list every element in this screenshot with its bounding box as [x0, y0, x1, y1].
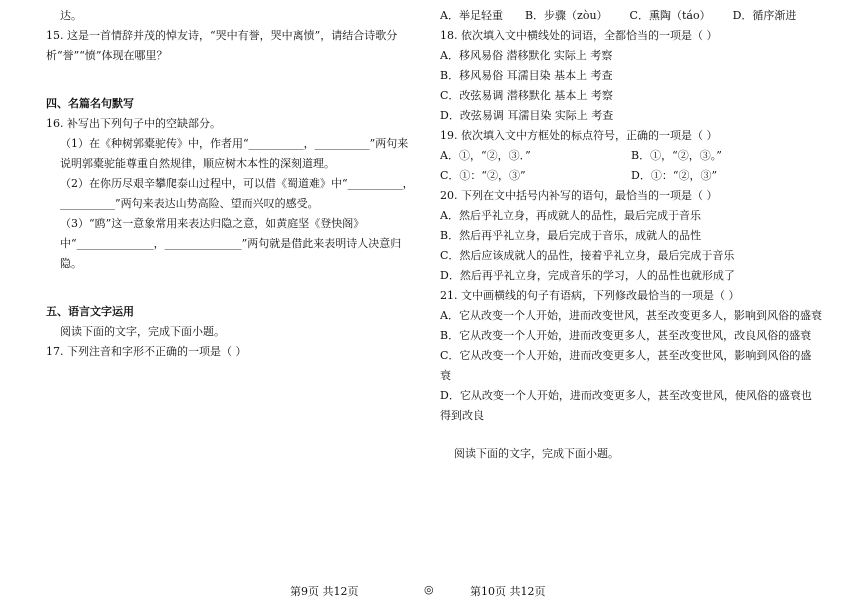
question-20: 20. 下列在文中括号内补写的语句，最恰当的一项是（ ） — [440, 189, 718, 202]
option: B．移风易俗 耳濡目染 基本上 考查 — [440, 69, 613, 82]
left-page — [46, 6, 418, 362]
option: B．然后再乎礼立身，最后完成于音乐，成就人的品性 — [440, 229, 702, 242]
option: A．举足轻重 — [440, 9, 503, 22]
question-16-item-2: （2）在你历尽艰辛攀爬泰山过程中，可以借《蜀道难》中“__________，__________”两句来表达山势高险、望而兴叹的感受。 — [60, 177, 414, 210]
question-19-options — [440, 146, 822, 186]
section-4-title: 四、名篇名句默写 — [46, 97, 134, 110]
option: D．它从改变一个人开始，进而改变更多人，甚至改变世风，使风俗的盛衰也得到改良 — [440, 389, 812, 422]
question-16-item-3: （3）“鸥”这一意象常用来表达归隐之意，如黄庭坚《登快阁》中“______________，______________”两句就是借此来表明诗人决意归隐。 — [60, 217, 402, 270]
question-18: 18. 依次填入文中横线处的词语，全都恰当的一项是（ ） — [440, 29, 718, 42]
option: C．然后应该成就人的品性，接着乎礼立身，最后完成于音乐 — [440, 249, 735, 262]
option: D．然后再乎礼立身，完成音乐的学习，人的品性也就形成了 — [440, 269, 735, 282]
option: D．①：“②，③” — [631, 169, 718, 182]
option: A．移风易俗 潜移默化 实际上 考察 — [440, 49, 613, 62]
option: A．①，“②，③．” — [440, 149, 531, 162]
question-21: 21. 文中画横线的句子有语病，下列修改最恰当的一项是（ ） — [440, 289, 740, 302]
question-15: 15. 这是一首情辞并茂的悼友诗，“哭中有誉，哭中离愤”，请结合诗歌分析“誉”“愤”体现在哪里？ — [46, 29, 398, 62]
option: C．①：“②，③” — [440, 169, 526, 182]
option: C．它从改变一个人开始，进而改变更多人，甚至改变世风，影响到风俗的盛衰 — [440, 349, 812, 382]
right-page-number: 第10页 共12页 — [470, 585, 546, 598]
center-mark: ◎ — [424, 583, 434, 596]
question-19: 19. 依次填入文中方框处的标点符号，正确的一项是（ ） — [440, 129, 718, 142]
option: C．熏陶（táo） — [629, 9, 711, 22]
left-page-number: 第9页 共12页 — [290, 585, 359, 598]
option: B．步骤（zòu） — [524, 9, 608, 22]
question-16: 16. 补写出下列句子中的空缺部分。 — [46, 117, 221, 130]
section-5-title: 五、语言文字运用 — [46, 305, 134, 318]
reading-intro: 阅读下面的文字，完成下面小题。 — [454, 447, 619, 460]
right-page — [440, 6, 822, 464]
option: D．改弦易调 耳濡目染 实际上 考查 — [440, 109, 614, 122]
question-17-options — [440, 6, 822, 26]
option: A．它从改变一个人开始，进而改变世风，甚至改变更多人，影响到风俗的盛衰 — [440, 309, 822, 322]
question-16-item-1: （1）在《种树郭橐驼传》中，作者用“__________，__________”两句来说明郭橐驼能尊重自然规律，顺应树木本性的深刻道理。 — [60, 137, 409, 170]
reading-intro: 阅读下面的文字，完成下面小题。 — [60, 325, 225, 338]
option: B．它从改变一个人开始，进而改变更多人，甚至改变世风，改良风俗的盛衰 — [440, 329, 812, 342]
option: D．循序渐进 — [732, 9, 797, 22]
option: C．改弦易调 潜移默化 基本上 考察 — [440, 89, 613, 102]
option: A．然后乎礼立身，再成就人的品性，最后完成于音乐 — [440, 209, 701, 222]
option: B．①，“②，③。” — [631, 149, 722, 162]
top-fragment: 达。 — [60, 9, 82, 22]
question-17: 17. 下列注音和字形不正确的一项是（ ） — [46, 345, 247, 358]
